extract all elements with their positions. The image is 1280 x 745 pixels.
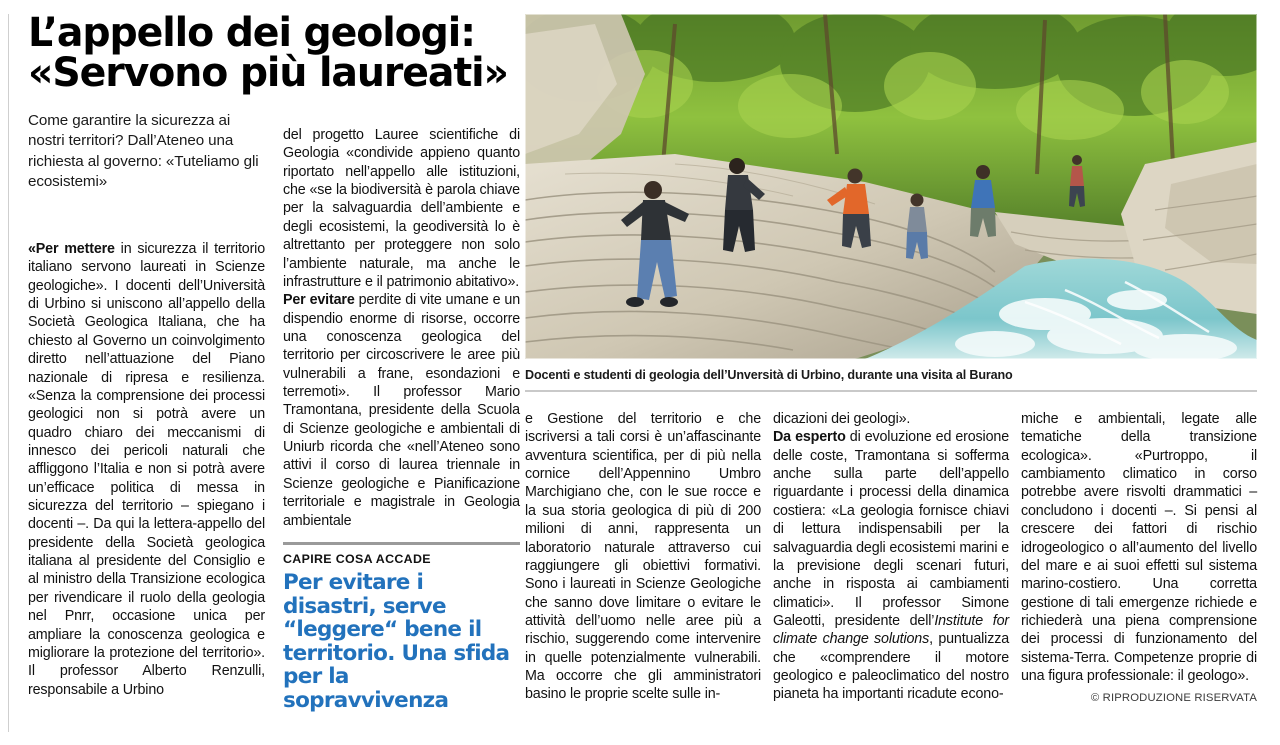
column-4-text-2: , puntualizza che «comprendere il motore geologico e paleoclimatico del nostro pianeta ha importanti ricadute econo- xyxy=(773,631,1010,703)
column-3-body: e Gestione del territorio e che iscriversi a tali corsi è un’affascinante avventura scientifica, per di più nella cornice dell’Appennino Umbro Marchigiano che, con le sue rocce e la sua storia geologica di più di 200 milioni di anni, rappresenta un laboratorio naturale attraverso cui raggiungere gli obiettivi formativi. Sono i laureati in Scienze Geologiche che sanno dove limitare o evitare le attività dell’uomo nelle aree più a rischio, suggerendo come intervenire in quelle potenzialmente vulnerabili. Ma occorre che gli amministratori basino le proprie scelte sulle in- xyxy=(525,411,761,703)
headline-line-1: L’appello dei geologi: xyxy=(28,10,475,56)
column-1-lead: «Per mettere xyxy=(28,241,115,257)
right-columns xyxy=(525,410,1257,704)
right-block xyxy=(525,14,1257,704)
column-2-body-a: del progetto Lauree scientifiche di Geologia «condivide appieno quanto riportato nell’appello alle istituzioni, che «se la biodiversità è parola chiave per la salvaguardia dell’ambiente e degli ecosistemi, la geodiversità lo è altrettanto per proteggere non solo l’ambiente naturale, ma anche le infrastrutture e il patrimonio abitativo». xyxy=(283,127,520,290)
headline-line-2: «Servono più laureati» xyxy=(28,49,508,96)
column-4-institute-name: Institute for climate change solutions xyxy=(773,612,1009,648)
promo-divider xyxy=(283,542,520,545)
column-2-body-b xyxy=(283,291,520,530)
column-2-lead: Per evitare xyxy=(283,292,355,309)
caption-divider xyxy=(525,390,1257,392)
column-1-body xyxy=(28,240,265,699)
copyright-notice: © RIPRODUZIONE RISERVATA xyxy=(1090,692,1257,705)
column-3 xyxy=(525,410,761,704)
left-columns xyxy=(28,126,520,713)
column-1-text: in sicurezza il territorio italiano servono laureati in Scienze geologiche». I docenti dell’Università di Urbino si uniscono all’appello della Società Geologica Italiana, che ha chiesto al Governo un coinvolgimento diretto nell’attuazione del Piano nazionale di ripresa e resilienza. «Senza la comprensione dei processi geologici non si potrà avere un quadro chiaro dei meccanismi di innesco dei pericoli naturali che affliggono l’Italia e non si potrà avere un’efficace politica di messa in sicurezza del territorio – spiegano i docenti –. Da qui la lettera-appello del presidente della Società geologica italiana al presidente del Consiglio e al ministro della Transizione ecologica per rivendicare il ruolo della geologia nel Pnrr, occasione unica per ampliare la conoscenza geologica e migliorare la protezione del territorio». Il professor Alberto Renzulli, responsabile a Urbino xyxy=(28,241,266,698)
column-4-body-a: dicazioni dei geologi». xyxy=(773,411,911,427)
column-2-text: perdite di vite umane e un dispendio enorme di risorse, occorre una conoscenza geologica del territorio per circoscrivere le aree più vulnerabili a frane, esondazioni e terremoti». Il professor Mario Tramontana, presidente della Scuola di Scienze geologiche e ambientali di Uniurb ricorda che «nell’Ateneo sono attivi il corso di laurea triennale in Scienze geologiche e Pianificazione territoriale e magistrale in Geologia ambientale xyxy=(283,292,520,529)
article-photo xyxy=(525,14,1257,359)
column-4 xyxy=(773,410,1009,704)
column-2 xyxy=(283,126,520,713)
photo-illustration xyxy=(525,14,1257,359)
promo-kicker: CAPIRE COSA ACCADE xyxy=(283,551,431,566)
left-editorial-block xyxy=(28,10,520,738)
column-5-body: miche e ambientali, legate alle tematiche della transizione ecologica». «Purtroppo, il cambiamento climatico in corso potrebbe avere risvolti drammatici – concludono i docenti –. Si pensi al crescere dei fattori di rischio idrogeologico o all’aumento del livello del mare e ai suoi effetti sul sistema marino-costiero. Una corretta gestione di tali emergenze richiede e richiederà una piena comprensione dei processi di funzionamento del sistema-Terra. Competenze proprie di una figura professionale: il geologo». xyxy=(1021,411,1257,685)
column-4-body-b xyxy=(773,428,1009,703)
page-left-rule xyxy=(8,14,9,732)
photo-caption: Docenti e studenti di geologia dell’Unversità di Urbino, durante una visita al Burano xyxy=(525,368,1013,382)
column-1 xyxy=(28,126,265,713)
column-5 xyxy=(1021,410,1257,704)
promo-title[interactable]: Per evitare i disastri, serve “leggere“ bene il territorio. Una sfida per la sopravvivenza xyxy=(283,569,510,714)
column-4-lead: Da esperto xyxy=(773,429,846,446)
promo-box[interactable] xyxy=(283,542,520,713)
standfirst: Come garantire la sicurezza ai nostri territori? Dall’Ateneo una richiesta al governo: «Tuteliamo gli ecosistemi» xyxy=(28,112,259,190)
column-4-text-1: di evoluzione ed erosione delle coste, Tramontana si sofferma anche sulla parte dell’appello riguardante i processi della dinamica costiera: «La geologia fornisce chiavi di lettura indispensabili per la salvaguardia degli ecosistemi marini e la previsione degli scenari futuri, anche in risposta ai cambiamenti climatici». Il professor Simone Galeotti, presidente dell’ xyxy=(773,429,1009,629)
page-title xyxy=(28,10,511,96)
